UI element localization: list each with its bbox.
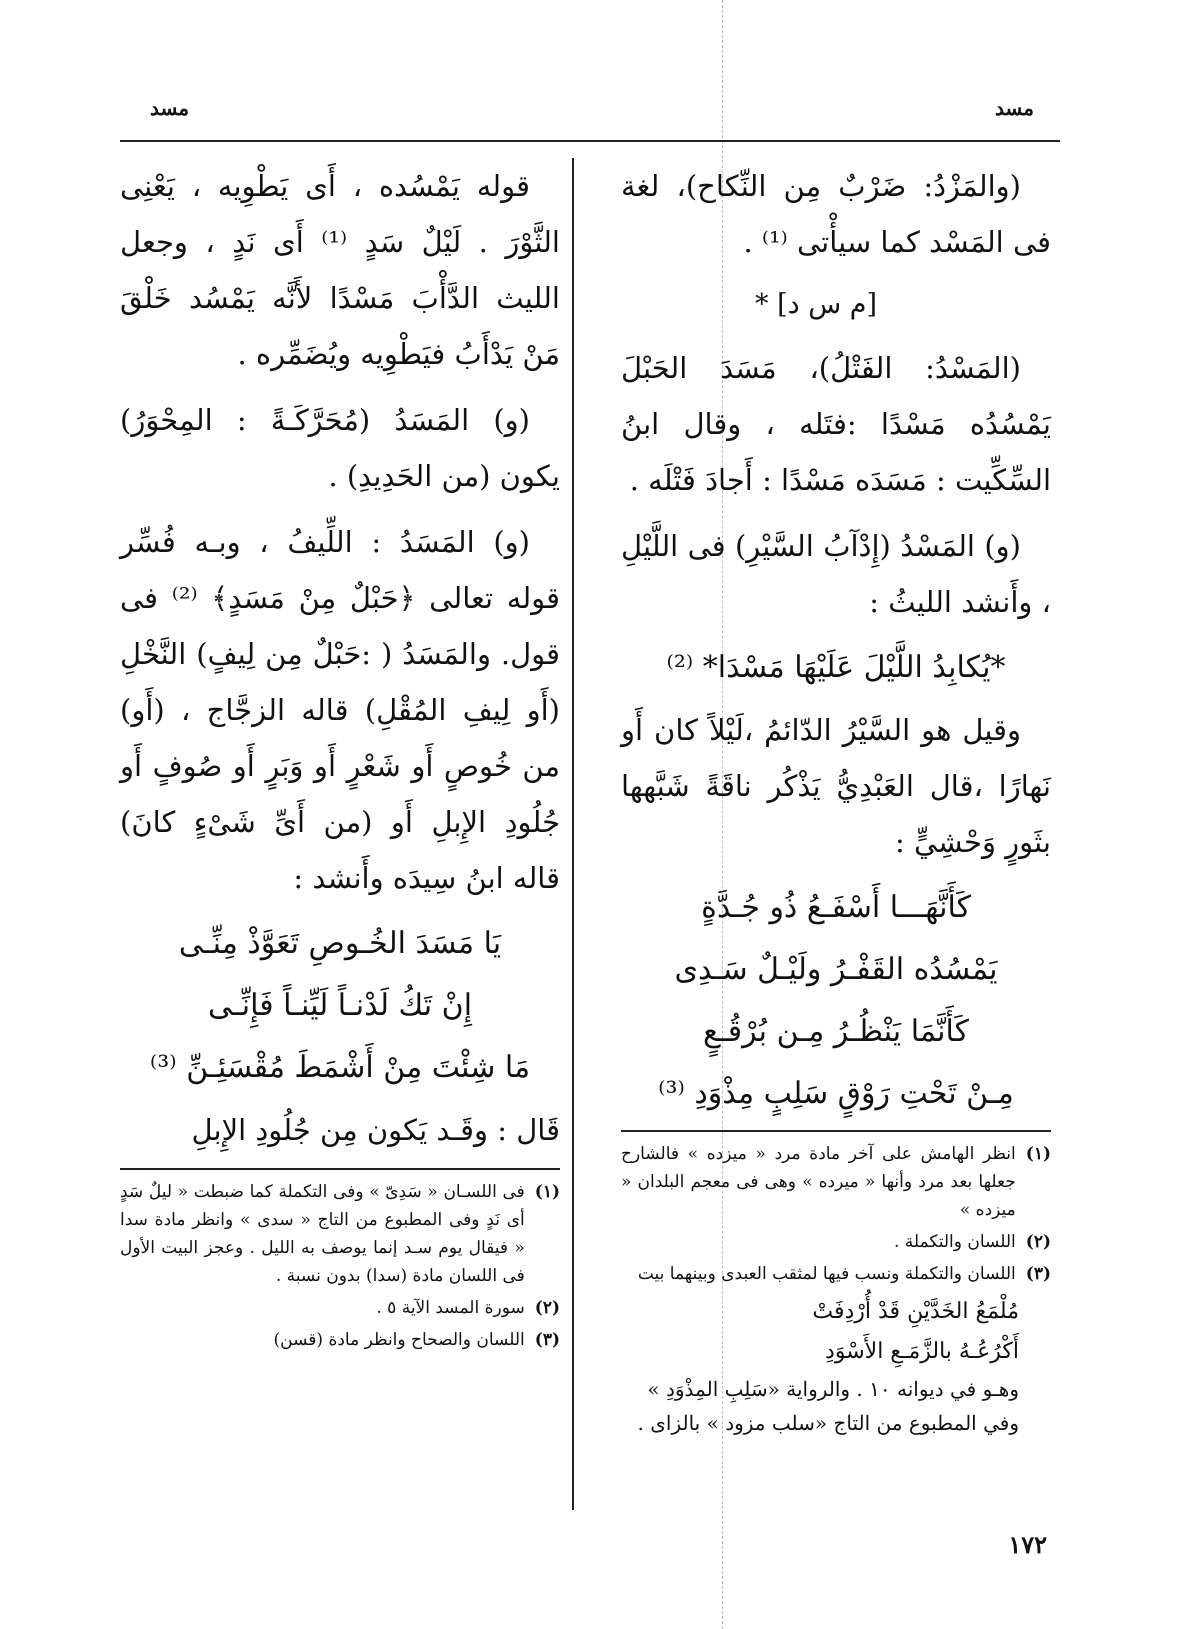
poetry-verse: مَا شِئْتَ مِنْ أَشْمَطَ مُقْسَئِـنِّ ⁽³⁾	[149, 1050, 531, 1085]
running-headword-right: مسد	[994, 96, 1034, 120]
left-column	[120, 158, 560, 1358]
poetry-verse: كَأَنَّمَا يَنْظُـرُ مِـن بُرْقُـعٍ	[703, 1014, 969, 1049]
entry-paragraph: قوله يَمْسُده ، أَى يَطْوِيه ، يَعْنِى الثَّوْرَ . لَيْلٌ سَدٍ ⁽¹⁾ أَى نَدٍ ، وجعل الليث الدَّأْبَ مَسْدًا لأَنَّه يَمْسُد خَلْقَ مَنْ يَدْأَبُ فيَطْوِيه ويُضَمِّره .	[120, 169, 560, 371]
footnote	[120, 1294, 560, 1322]
footnote-verse: مُلْمَعُ الخَدَّيْنِ قَدْ أُرْدِفَتْ	[812, 1299, 1019, 1324]
header-rule	[120, 140, 1060, 142]
footnote	[621, 1260, 1051, 1288]
entry-paragraph: (و) المَسَدُ (مُحَرَّكَـةً : المِحْوَرُ) يكون (من الحَدِيدِ) .	[120, 403, 560, 493]
poetry-verse: يَمْسُدُه القَفْـرُ ولَيْـلٌ سَـدِى	[674, 952, 998, 987]
entry-paragraph: (و) المَسْدُ (إِدْآبُ السَّيْرِ) فى اللَّيْلِ ، وأَنشد الليثُ :	[621, 529, 1051, 619]
poetry-verse: مِـنْ تَحْتِ رَوْقٍ سَلِبٍ مِذْوَدِ ⁽³⁾	[658, 1076, 1014, 1111]
footnote-text: اللسان والتكملة .	[893, 1232, 1016, 1252]
entry-paragraph: (و) المَسَدُ : اللِّيفُ ، وبـه فُسِّر قوله تعالى ﴿حَبْلٌ مِنْ مَسَدٍ﴾ ⁽²⁾ فى قول. والمَسَدُ ( :حَبْلٌ مِن لِيفٍ) النَّخْلِ (أَو لِيفِ المُقْلِ) قاله الزجَّاج ، (أَو) من خُوصٍ أَو شَعْرٍ أَو وَبَرٍ أَو صُوفٍ أَو جُلُودِ الإِبلِ أَو (من أَىِّ شَىْءٍ كانَ) قاله ابنُ سِيدَه وأَنشد :	[120, 525, 560, 895]
footnote	[621, 1228, 1051, 1256]
footnote-text: انظر الهامش على آخر مادة مرد « ميزده » فالشارح جعلها بعد مرد وأنها « ميرده » وهى فى معجم البلدان « ميزده »	[621, 1144, 1016, 1220]
footnote	[120, 1326, 560, 1354]
running-headword-left: مسد	[150, 96, 190, 120]
poetry-verse: إِنْ تَكُ لَدْنـاً لَيِّنـاً فَإِنِّـى	[207, 988, 473, 1023]
footnote-number: (٢)	[534, 1298, 560, 1318]
footnote-text: اللسان والصحاح وانظر مادة (قسن)	[273, 1330, 525, 1350]
footnote	[120, 1178, 560, 1290]
footnote-number: (٣)	[1025, 1264, 1051, 1284]
poetry-verse: يَا مَسَدَ الخُـوصِ تَعَوَّذْ مِنِّـى	[178, 926, 502, 961]
right-column	[621, 158, 1051, 1442]
footnote-text: وهـو في ديوانه ١٠ . والرواية «سَلِبِ المِذْوَدِ » وفي المطبوع من التاج «سلب مزود » بالزاى .	[637, 1377, 1019, 1435]
entry-paragraph: قَال : وقَـد يَكون مِن جُلُودِ الإِبلِ	[191, 1113, 560, 1147]
footnote-number: (١)	[534, 1182, 560, 1202]
entry-paragraph: (والمَزْدُ: ضَرْبٌ مِن النِّكاح)، لغة فى المَسْد كما سيأْتى ⁽¹⁾ .	[621, 169, 1051, 259]
footnote-rule	[120, 1168, 560, 1170]
column-divider	[572, 158, 574, 1510]
root-heading: [م س د] *	[754, 289, 877, 320]
entry-paragraph: وقيل هو السَّيْرُ الدّائمُ ،لَيْلاً كان أَو نَهارًا ،قال العَبْدِيُّ يَذْكُر ناقَةً شَبَّهها بثَورٍ وَحْشِيٍّ :	[621, 713, 1051, 859]
footnote-number: (١)	[1025, 1144, 1051, 1164]
entry-paragraph: (المَسْدُ: الفَتْلُ)، مَسَدَ الحَبْلَ يَمْسُدُه مَسْدًا :فتَله ، وقال ابنُ السِّكِّيت : مَسَدَه مَسْدًا : أَجادَ فَتْلَه .	[621, 351, 1051, 497]
footnote-number: (٢)	[1025, 1232, 1051, 1252]
footnote-rule	[621, 1130, 1051, 1132]
footnote-text: اللسان والتكملة ونسب فيها لمثقب العبدى وبينهما بيت	[637, 1264, 1016, 1284]
poetry-verse: *يُكابِدُ اللَّيْلَ عَلَيْهَا مَسْدَا* ⁽²⁾	[666, 650, 1006, 685]
footnote-verse: أَكْرُعُـهُ بالزَّمَـعِ الأَسْوَدِ	[825, 1339, 1019, 1364]
footnote-text: سورة المسد الآية ٥ .	[376, 1298, 525, 1318]
poetry-verse: كَأَنَّهَـــا أَسْفَـعُ ذُو جُـدَّةٍ	[701, 890, 971, 925]
footnote-number: (٣)	[534, 1330, 560, 1350]
footnote	[621, 1140, 1051, 1224]
page-number: ١٧٢	[1008, 1530, 1047, 1559]
footnote-text: فى اللسـان « سَدِىّ » وفى التكملة كما ضبطت « ليلٌ سَدٍ أى نَدٍ وفى المطبوع من التاج « سدى » وانظر مادة سدا « فيقال يوم سـد إنما يوصف به الليل . وعجز البيت الأول فى اللسان مادة (سدا) بدون نسبة .	[120, 1182, 525, 1286]
